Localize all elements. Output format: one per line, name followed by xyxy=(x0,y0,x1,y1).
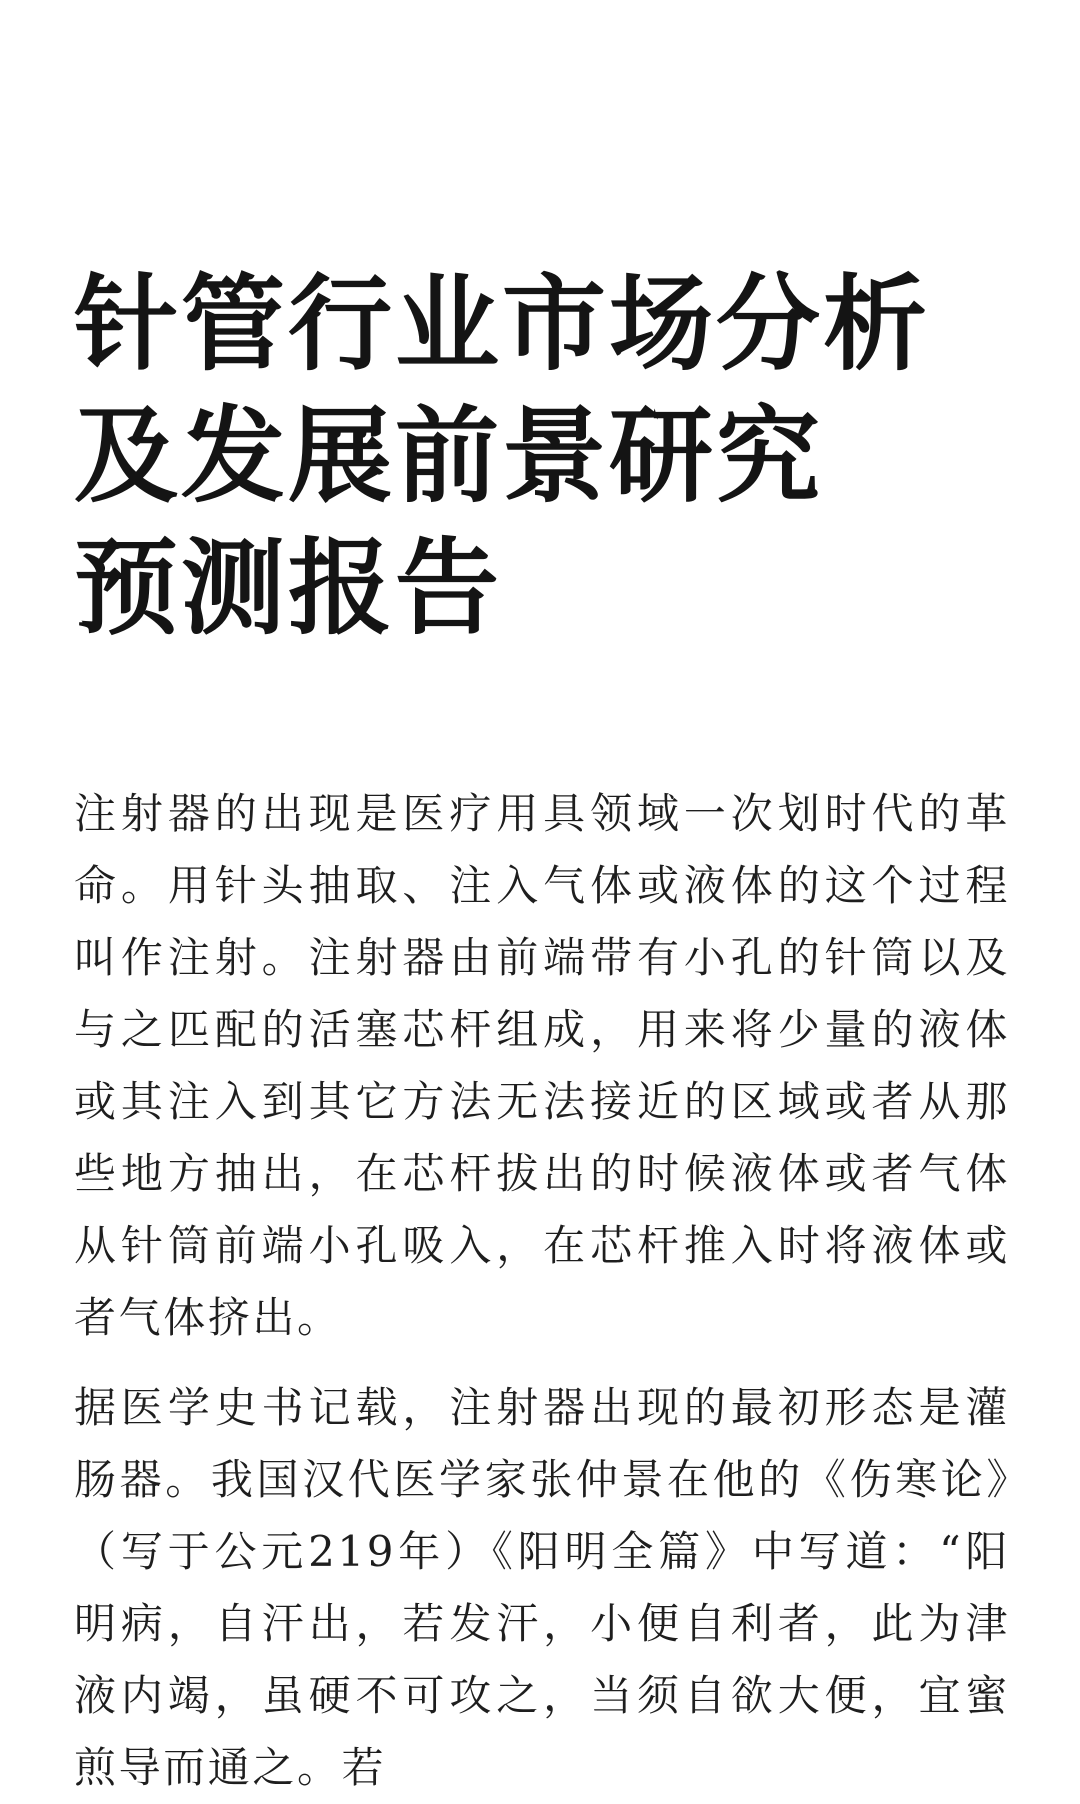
paragraph-1: 注射器的出现是医疗用具领域一次划时代的革命。用针头抽取、注入气体或液体的这个过程叫作注射。注射器由前端带有小孔的针筒以及与之匹配的活塞芯杆组成，用来将少量的液体或其注入到其它方法无法接近的区域或者从那些地方抽出，在芯杆拔出的时候液体或者气体从针筒前端小孔吸入，在芯杆推入时将液体或者气体挤出。 xyxy=(74,789,1010,1342)
paragraph-2: 据医学史书记载，注射器出现的最初形态是灌肠器。我国汉代医学家张仲景在他的《伤寒论》（写于公元219年）《阳明全篇》中写道：“阳明病，自汗出，若发汗，小便自利者，此为津液内竭，虽硬不可攻之，当须自欲大便，宜蜜煎导而通之。若 xyxy=(74,1383,1010,1792)
document-body xyxy=(74,778,1010,1804)
title-line-3: 预测报告 xyxy=(74,526,503,649)
document-title xyxy=(74,0,1010,654)
title-line-1: 针管行业市场分析 xyxy=(74,262,931,385)
title-line-2: 及发展前景研究 xyxy=(74,394,824,517)
